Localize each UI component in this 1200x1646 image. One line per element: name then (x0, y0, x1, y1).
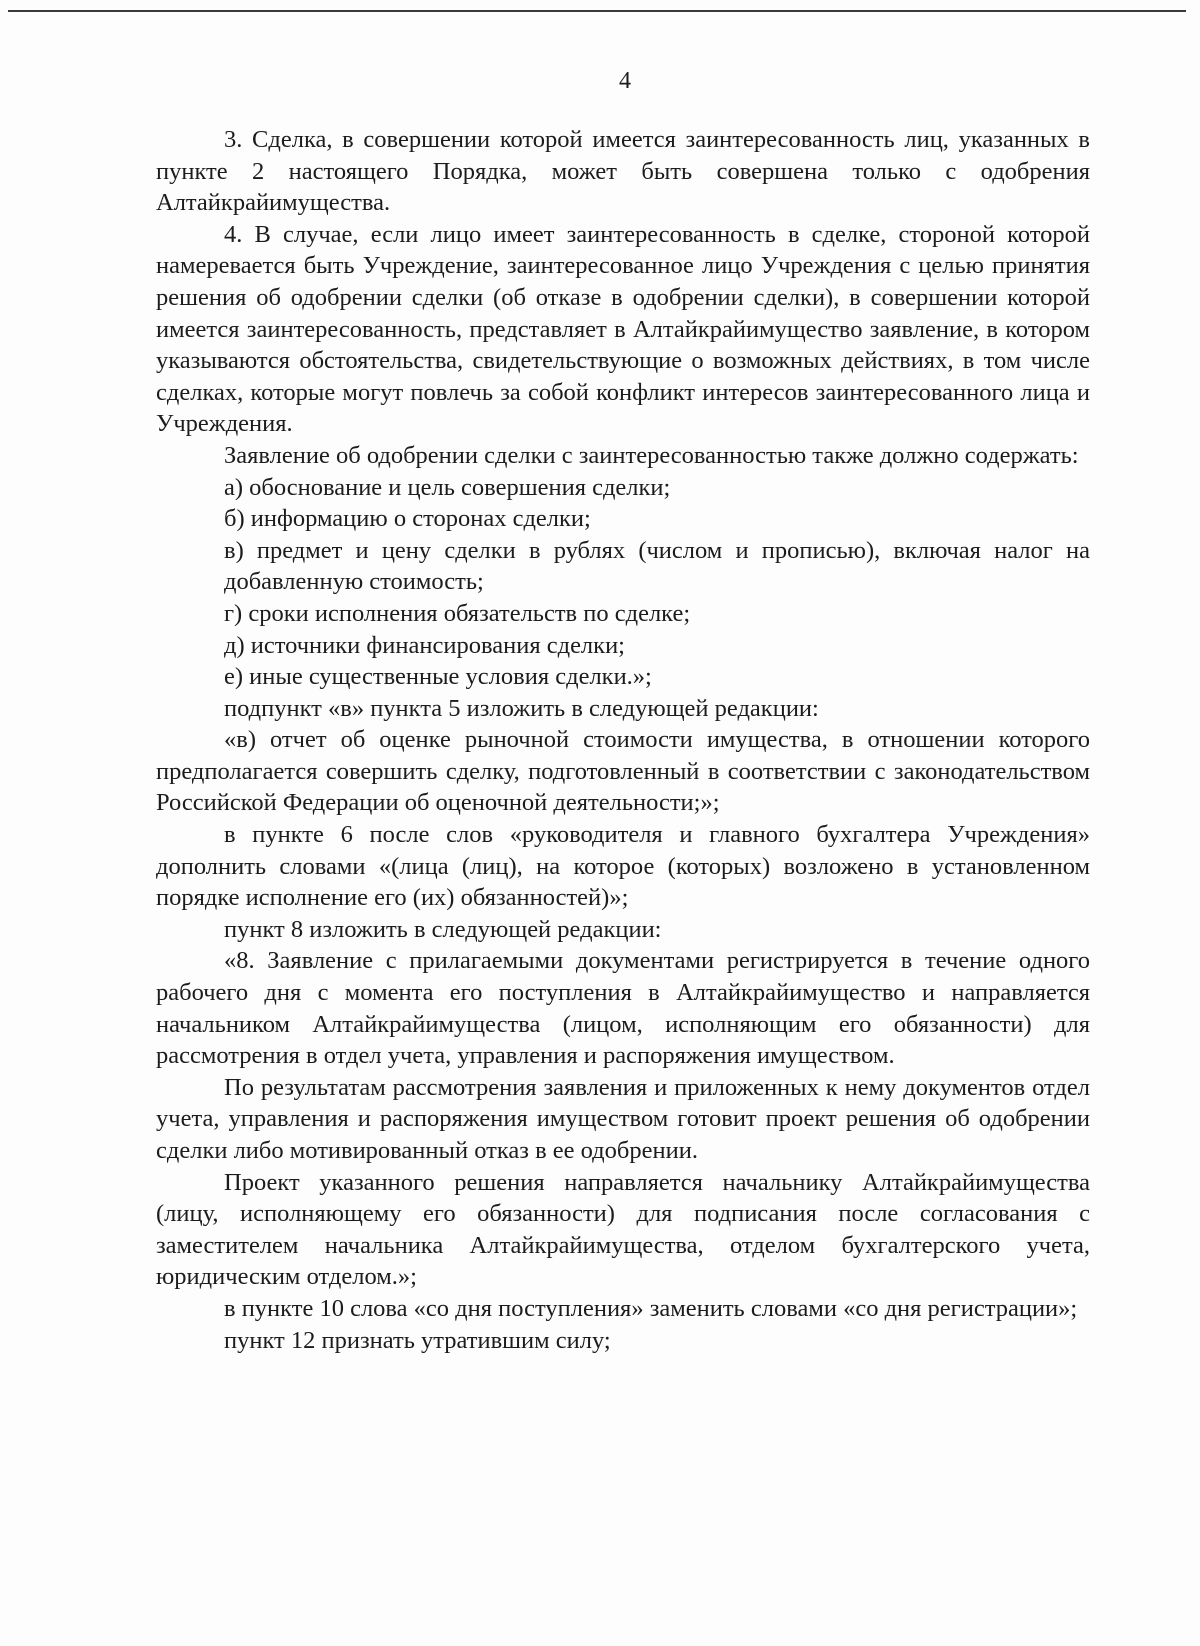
instruction-line: пункт 8 изложить в следующей редакции: (224, 915, 662, 943)
list-item: в) предмет и цену сделки в рублях (числом и прописью), включая налог на добавленную стоимость; (224, 536, 1090, 596)
list-item: е) иные существенные условия сделки.»; (224, 663, 652, 691)
list-item: б) информацию о сторонах сделки; (224, 505, 591, 533)
paragraph: 4. В случае, если лицо имеет заинтересованность в сделке, стороной которой намеревается быть Учреждение, заинтересованное лицо Учреждения с целью принятия решения об одобрении сделки (об отказе в одобрении сделки), в совершении которой имеется заинтересованность, представляет в Алтайкрайимущество заявление, в котором указываются обстоятельства, свидетельствующие о возможных действиях, в том числе сделках, которые могут повлечь за собой конфликт интересов заинтересованного лица и Учреждения. (156, 220, 1090, 438)
page-number: 4 (619, 68, 631, 94)
top-rule (8, 10, 1186, 12)
instruction-line: пункт 12 признать утратившим силу; (224, 1326, 611, 1354)
paragraph: Заявление об одобрении сделки с заинтересованностью также должно содержать: (224, 441, 1079, 469)
paragraph: в пункте 6 после слов «руководителя и главного бухгалтера Учреждения» дополнить словами «(лица (лиц), на которое (которых) возложено в установленном порядке исполнение его (их) обязанностей)»; (156, 821, 1090, 912)
paragraph: в пункте 10 слова «со дня поступления» заменить словами «со дня регистрации»; (224, 1294, 1078, 1322)
instruction-line: подпункт «в» пункта 5 изложить в следующей редакции: (224, 694, 819, 722)
paragraph: «8. Заявление с прилагаемыми документами регистрируется в течение одного рабочего дня с момента его поступления в Алтайкрайимущество и направляется начальником Алтайкрайимущества (лицом, исполняющим его обязанности) для рассмотрения в отдел учета, управления и распоряжения имуществом. (156, 947, 1090, 1070)
paragraph: 3. Сделка, в совершении которой имеется заинтересованность лиц, указанных в пункте 2 настоящего Порядка, может быть совершена только с одобрения Алтайкрайимущества. (156, 126, 1090, 217)
list-item: д) источники финансирования сделки; (224, 631, 625, 659)
list-item: а) обоснование и цель совершения сделки; (224, 473, 671, 501)
paragraph: По результатам рассмотрения заявления и приложенных к нему документов отдел учета, управления и распоряжения имуществом готовит проект решения об одобрении сделки либо мотивированный отказ в ее одобрении. (156, 1073, 1090, 1164)
paragraph: Проект указанного решения направляется начальнику Алтайкрайимущества (лицу, исполняющему его обязанности) для подписания после согласования с заместителем начальника Алтайкрайимущества, отделом бухгалтерского учета, юридическим отделом.»; (156, 1168, 1090, 1291)
list-item: г) сроки исполнения обязательств по сделке; (224, 599, 691, 627)
document-body (156, 124, 1090, 1356)
paragraph: «в) отчет об оценке рыночной стоимости имущества, в отношении которого предполагается совершить сделку, подготовленный в соответствии с законодательством Российской Федерации об оценочной деятельности;»; (156, 726, 1090, 817)
